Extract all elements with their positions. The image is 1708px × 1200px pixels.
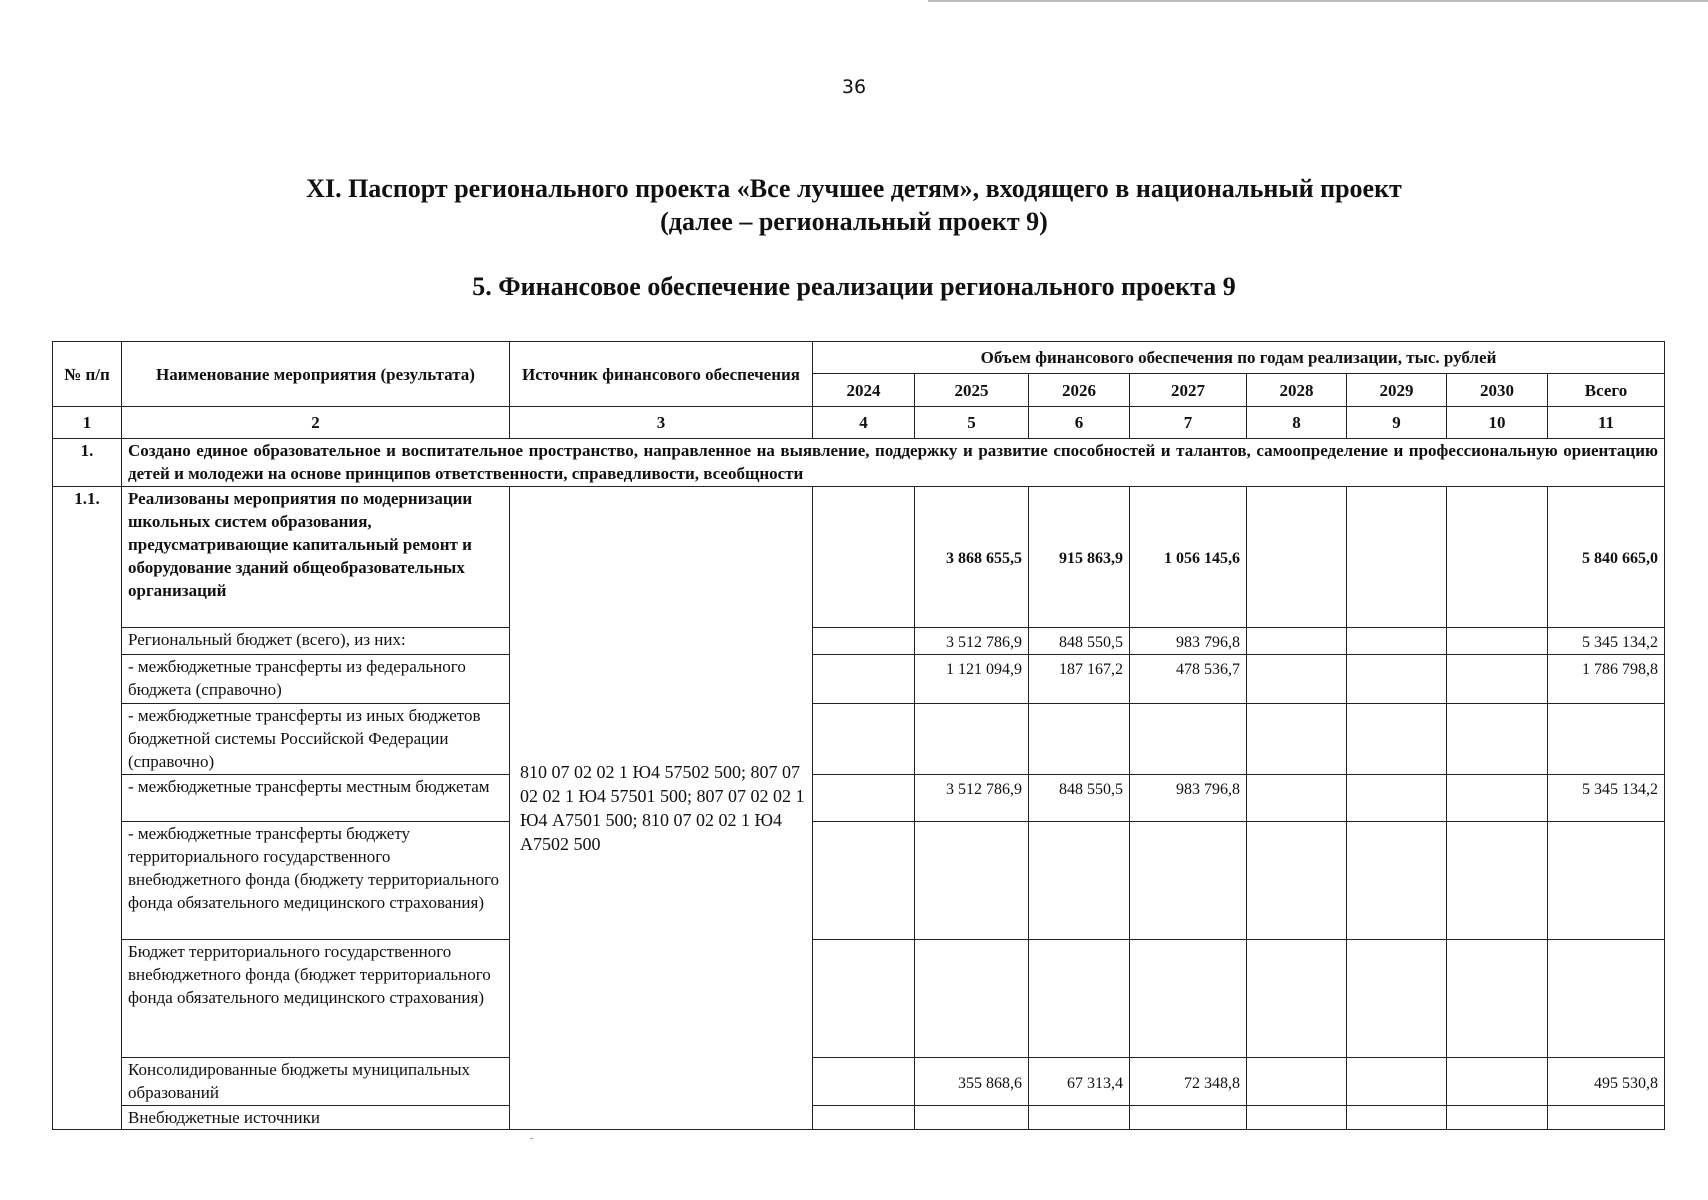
column-number: 8 xyxy=(1247,407,1347,439)
header-volume: Объем финансового обеспечения по годам реализации, тыс. рублей xyxy=(813,342,1665,374)
header-year: 2027 xyxy=(1130,374,1247,407)
value-cell: 915 863,9 xyxy=(1029,487,1130,628)
value-cell xyxy=(1447,487,1548,628)
value-cell xyxy=(1447,940,1548,1058)
scan-mark xyxy=(530,1138,533,1139)
value-cell xyxy=(1247,704,1347,775)
page-number: 36 xyxy=(841,76,867,98)
value-cell xyxy=(1447,628,1548,655)
section-number: 1. xyxy=(53,439,122,487)
value-cell: 1 786 798,8 xyxy=(1548,655,1665,704)
value-cell xyxy=(813,1106,915,1130)
row-name: Региональный бюджет (всего), из них: xyxy=(122,628,510,655)
value-cell xyxy=(1548,1106,1665,1130)
value-cell xyxy=(1247,1058,1347,1106)
value-cell xyxy=(1447,775,1548,822)
value-cell: 495 530,8 xyxy=(1548,1058,1665,1106)
title-line-1: XI. Паспорт регионального проекта «Все лучшее детям», входящего в национальный проект xyxy=(306,174,1402,203)
header-total: Всего xyxy=(1548,374,1665,407)
value-cell xyxy=(915,704,1029,775)
table-row xyxy=(53,822,1665,940)
value-cell: 848 550,5 xyxy=(1029,628,1130,655)
value-cell xyxy=(1347,775,1447,822)
value-cell xyxy=(915,1106,1029,1130)
item-number: 1.1. xyxy=(53,487,122,1130)
header-no: № п/п xyxy=(53,342,122,407)
column-number: 11 xyxy=(1548,407,1665,439)
value-cell xyxy=(1130,940,1247,1058)
value-cell xyxy=(1029,940,1130,1058)
value-cell xyxy=(1247,655,1347,704)
value-cell: 478 536,7 xyxy=(1130,655,1247,704)
header-year: 2029 xyxy=(1347,374,1447,407)
row-name: Бюджет территориального государственного внебюджетного фонда (бюджет территориального фонда обязательного медицинского страхования) xyxy=(122,940,510,1058)
value-cell: 5 345 134,2 xyxy=(1548,775,1665,822)
table-row xyxy=(53,1106,1665,1130)
row-name: Реализованы мероприятия по модернизации школьных систем образования, предусматривающие капитальный ремонт и оборудование зданий общеобразовательных организаций xyxy=(122,487,510,628)
value-cell xyxy=(813,487,915,628)
value-cell: 5 345 134,2 xyxy=(1548,628,1665,655)
table-row xyxy=(53,704,1665,775)
row-name: Внебюджетные источники xyxy=(122,1106,510,1130)
row-name: - межбюджетные трансферты местным бюджетам xyxy=(122,775,510,822)
title-line-2: (далее – региональный проект 9) xyxy=(660,207,1048,236)
column-number: 5 xyxy=(915,407,1029,439)
value-cell xyxy=(1130,704,1247,775)
table-row xyxy=(53,628,1665,655)
value-cell xyxy=(1548,940,1665,1058)
value-cell xyxy=(813,940,915,1058)
section-text: Создано единое образовательное и воспитательное пространство, направленное на выявление, поддержку и развитие способностей и талантов, самоопределение и профессиональную ориентацию детей и молодежи на основе принципов ответственности, справедливости, всеобщности xyxy=(122,439,1665,487)
column-number-row xyxy=(53,407,1665,439)
value-cell xyxy=(1029,822,1130,940)
column-number: 2 xyxy=(122,407,510,439)
value-cell xyxy=(915,822,1029,940)
value-cell xyxy=(1447,1058,1548,1106)
value-cell xyxy=(1130,822,1247,940)
column-number: 3 xyxy=(510,407,813,439)
table-row xyxy=(53,940,1665,1058)
header-year: 2030 xyxy=(1447,374,1548,407)
top-rule xyxy=(928,0,1708,2)
column-number: 1 xyxy=(53,407,122,439)
value-cell xyxy=(813,655,915,704)
value-cell xyxy=(1347,1106,1447,1130)
value-cell: 1 121 094,9 xyxy=(915,655,1029,704)
header-row-1 xyxy=(53,342,1665,374)
table-row xyxy=(53,655,1665,704)
row-name: - межбюджетные трансферты бюджету территориального государственного внебюджетного фонда (бюджету территориального фонда обязательного медицинского страхования) xyxy=(122,822,510,940)
column-number: 9 xyxy=(1347,407,1447,439)
value-cell: 983 796,8 xyxy=(1130,628,1247,655)
value-cell xyxy=(1447,655,1548,704)
value-cell xyxy=(1447,1106,1548,1130)
row-name: - межбюджетные трансферты из иных бюджетов бюджетной системы Российской Федерации (справочно) xyxy=(122,704,510,775)
value-cell xyxy=(1347,655,1447,704)
section-row xyxy=(53,439,1665,487)
value-cell: 1 056 145,6 xyxy=(1130,487,1247,628)
value-cell xyxy=(1347,940,1447,1058)
column-number: 7 xyxy=(1130,407,1247,439)
table-row xyxy=(53,1058,1665,1106)
value-cell xyxy=(813,775,915,822)
value-cell xyxy=(915,940,1029,1058)
value-cell xyxy=(1347,822,1447,940)
header-source: Источник финансового обеспечения xyxy=(510,342,813,407)
value-cell xyxy=(813,822,915,940)
value-cell xyxy=(1247,775,1347,822)
value-cell: 3 868 655,5 xyxy=(915,487,1029,628)
header-year: 2028 xyxy=(1247,374,1347,407)
value-cell xyxy=(1247,822,1347,940)
value-cell xyxy=(1548,822,1665,940)
value-cell xyxy=(813,628,915,655)
value-cell xyxy=(813,1058,915,1106)
value-cell: 3 512 786,9 xyxy=(915,628,1029,655)
value-cell: 187 167,2 xyxy=(1029,655,1130,704)
header-year: 2026 xyxy=(1029,374,1130,407)
value-cell xyxy=(1247,1106,1347,1130)
funding-source-codes: 810 07 02 02 1 Ю4 57502 500; 807 07 02 02 1 Ю4 57501 500; 807 07 02 02 1 Ю4 А7501 500; 810 07 02 02 1 Ю4 А7502 500 xyxy=(510,487,813,1130)
column-number: 10 xyxy=(1447,407,1548,439)
value-cell: 5 840 665,0 xyxy=(1548,487,1665,628)
header-name: Наименование мероприятия (результата) xyxy=(122,342,510,407)
value-cell xyxy=(1130,1106,1247,1130)
column-number: 6 xyxy=(1029,407,1130,439)
row-name: - межбюджетные трансферты из федерального бюджета (справочно) xyxy=(122,655,510,704)
value-cell xyxy=(1247,940,1347,1058)
value-cell xyxy=(1029,704,1130,775)
section-title: 5. Финансовое обеспечение реализации регионального проекта 9 xyxy=(472,272,1236,301)
value-cell xyxy=(1247,487,1347,628)
table-row xyxy=(53,487,1665,628)
header-year: 2025 xyxy=(915,374,1029,407)
value-cell: 355 868,6 xyxy=(915,1058,1029,1106)
value-cell xyxy=(1347,628,1447,655)
value-cell: 848 550,5 xyxy=(1029,775,1130,822)
value-cell xyxy=(1347,487,1447,628)
header-year: 2024 xyxy=(813,374,915,407)
value-cell xyxy=(1029,1106,1130,1130)
value-cell: 67 313,4 xyxy=(1029,1058,1130,1106)
value-cell xyxy=(1548,704,1665,775)
value-cell: 983 796,8 xyxy=(1130,775,1247,822)
value-cell xyxy=(1447,822,1548,940)
table-row xyxy=(53,775,1665,822)
value-cell xyxy=(813,704,915,775)
value-cell: 72 348,8 xyxy=(1130,1058,1247,1106)
value-cell xyxy=(1447,704,1548,775)
column-number: 4 xyxy=(813,407,915,439)
document-title xyxy=(0,172,1708,238)
financing-table xyxy=(52,341,1665,1130)
value-cell xyxy=(1247,628,1347,655)
value-cell: 3 512 786,9 xyxy=(915,775,1029,822)
row-name: Консолидированные бюджеты муниципальных образований xyxy=(122,1058,510,1106)
value-cell xyxy=(1347,704,1447,775)
value-cell xyxy=(1347,1058,1447,1106)
